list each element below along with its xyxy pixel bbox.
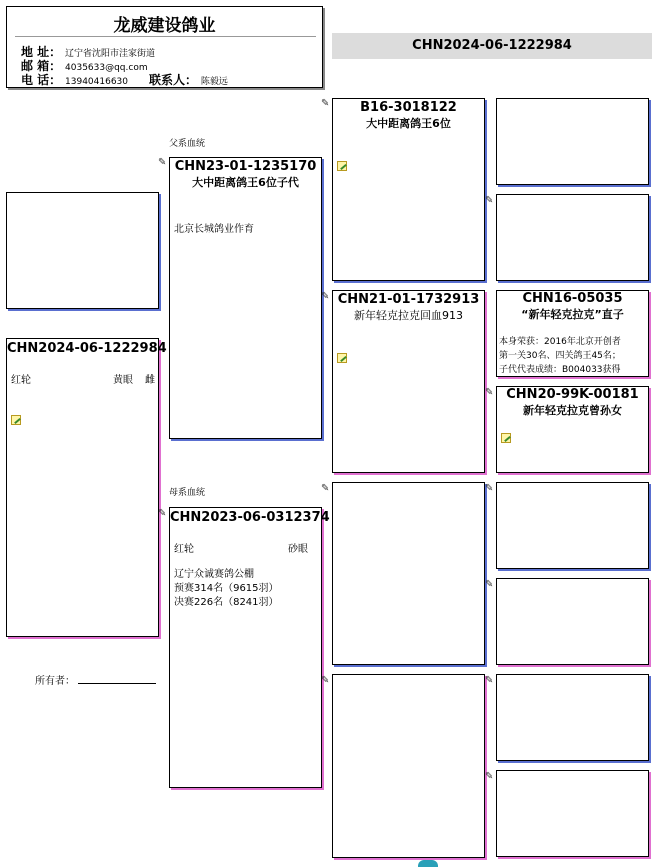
edit-icon[interactable] bbox=[501, 433, 511, 443]
dam-note-line: 预赛314名（9615羽） bbox=[174, 583, 279, 594]
dam-box bbox=[169, 507, 330, 788]
header-box bbox=[6, 6, 323, 88]
sire-section-label: 父系血统 bbox=[169, 139, 206, 149]
phone-value: 13940416630 bbox=[65, 77, 129, 87]
pencil-icon[interactable]: ✎ bbox=[485, 387, 494, 398]
sire-dam-box bbox=[332, 290, 485, 473]
sire-box bbox=[169, 157, 322, 439]
owner-label: 所有者： bbox=[35, 676, 75, 687]
email-label: 邮 箱： bbox=[21, 59, 62, 73]
sdd1-note-line: 第一关30名、四关鸽王45名； bbox=[499, 351, 621, 361]
dam-sire-box bbox=[332, 482, 485, 665]
sdd1-note-line: 本身荣获：2016年北京开创者 bbox=[499, 337, 621, 347]
gen4-box-7 bbox=[496, 674, 649, 761]
edit-icon[interactable] bbox=[11, 415, 21, 425]
sdd1-ring: CHN16-05035 bbox=[522, 291, 623, 306]
sdd2-ring: CHN20-99K-00181 bbox=[506, 387, 639, 402]
sire-title: 大中距离鸽王6位子代 bbox=[192, 176, 299, 189]
dam-note-line: 辽宁众诚赛鸽公棚 bbox=[174, 569, 254, 580]
sire-note: 北京长城鸽业作育 bbox=[174, 224, 254, 235]
sire-dam-ring: CHN21-01-1732913 bbox=[337, 292, 480, 307]
dam-section-label: 母系血统 bbox=[169, 488, 206, 498]
contact-label: 联系人： bbox=[149, 73, 198, 87]
pencil-icon[interactable]: ✎ bbox=[485, 771, 494, 782]
gen4-box-6 bbox=[496, 578, 649, 665]
contact-value: 陈毅远 bbox=[200, 77, 228, 87]
dam-ring: CHN2023-06-0312374 bbox=[170, 510, 330, 525]
pencil-icon[interactable]: ✎ bbox=[321, 291, 330, 302]
email-value: 4035633@qq.com bbox=[65, 63, 148, 73]
subject-box bbox=[6, 338, 167, 637]
subject-ring: CHN2024-06-1222984 bbox=[7, 341, 167, 356]
subject-sex: 雌 bbox=[145, 375, 155, 386]
title-bar bbox=[332, 33, 652, 59]
sire-dam-title: 新年轻克拉克回血913 bbox=[354, 309, 463, 322]
sdd1-title: “新年轻克拉克”直子 bbox=[521, 308, 624, 321]
dam-eye: 砂眼 bbox=[288, 544, 308, 555]
sire-sire-ring: B16-3018122 bbox=[360, 100, 457, 115]
photo-box bbox=[6, 192, 159, 309]
pencil-icon[interactable]: ✎ bbox=[158, 508, 167, 519]
sdd1-note-line: 子代代表成绩：B004033获得 bbox=[499, 365, 621, 375]
gen4-box-3 bbox=[496, 290, 649, 377]
gen4-box-5 bbox=[496, 482, 649, 569]
pencil-icon[interactable]: ✎ bbox=[485, 195, 494, 206]
edit-icon[interactable] bbox=[337, 353, 347, 363]
teal-mark bbox=[418, 860, 438, 867]
sire-sire-box bbox=[332, 98, 485, 281]
address-label: 地 址： bbox=[21, 45, 62, 59]
address-value: 辽宁省沈阳市洼家街道 bbox=[65, 49, 156, 59]
pencil-icon[interactable]: ✎ bbox=[321, 675, 330, 686]
subject-color: 红轮 bbox=[11, 375, 31, 386]
dam-dam-box bbox=[332, 674, 485, 858]
dam-note-line: 决赛226名（8241羽） bbox=[174, 597, 279, 608]
owner-line[interactable] bbox=[78, 683, 156, 684]
subject-eye: 黄眼 bbox=[113, 375, 133, 386]
dam-color: 红轮 bbox=[174, 544, 194, 555]
gen4-box-4 bbox=[496, 386, 649, 473]
sire-sire-title: 大中距离鸽王6位 bbox=[366, 117, 451, 130]
company-name: 龙威建设鸽业 bbox=[113, 16, 216, 36]
edit-icon[interactable] bbox=[337, 161, 347, 171]
gen4-box-1 bbox=[496, 98, 649, 185]
title-ring: CHN2024-06-1222984 bbox=[412, 38, 572, 53]
sdd2-title: 新年轻克拉克曾孙女 bbox=[523, 404, 622, 417]
pencil-icon[interactable]: ✎ bbox=[321, 483, 330, 494]
pencil-icon[interactable]: ✎ bbox=[321, 98, 330, 109]
gen4-box-2 bbox=[496, 194, 649, 281]
pencil-icon[interactable]: ✎ bbox=[485, 483, 494, 494]
pencil-icon[interactable]: ✎ bbox=[485, 675, 494, 686]
pencil-icon[interactable]: ✎ bbox=[158, 157, 167, 168]
header-divider bbox=[15, 36, 316, 37]
gen4-box-8 bbox=[496, 770, 649, 857]
sire-ring: CHN23-01-1235170 bbox=[174, 159, 317, 174]
pencil-icon[interactable]: ✎ bbox=[485, 579, 494, 590]
phone-label: 电 话： bbox=[21, 73, 62, 87]
